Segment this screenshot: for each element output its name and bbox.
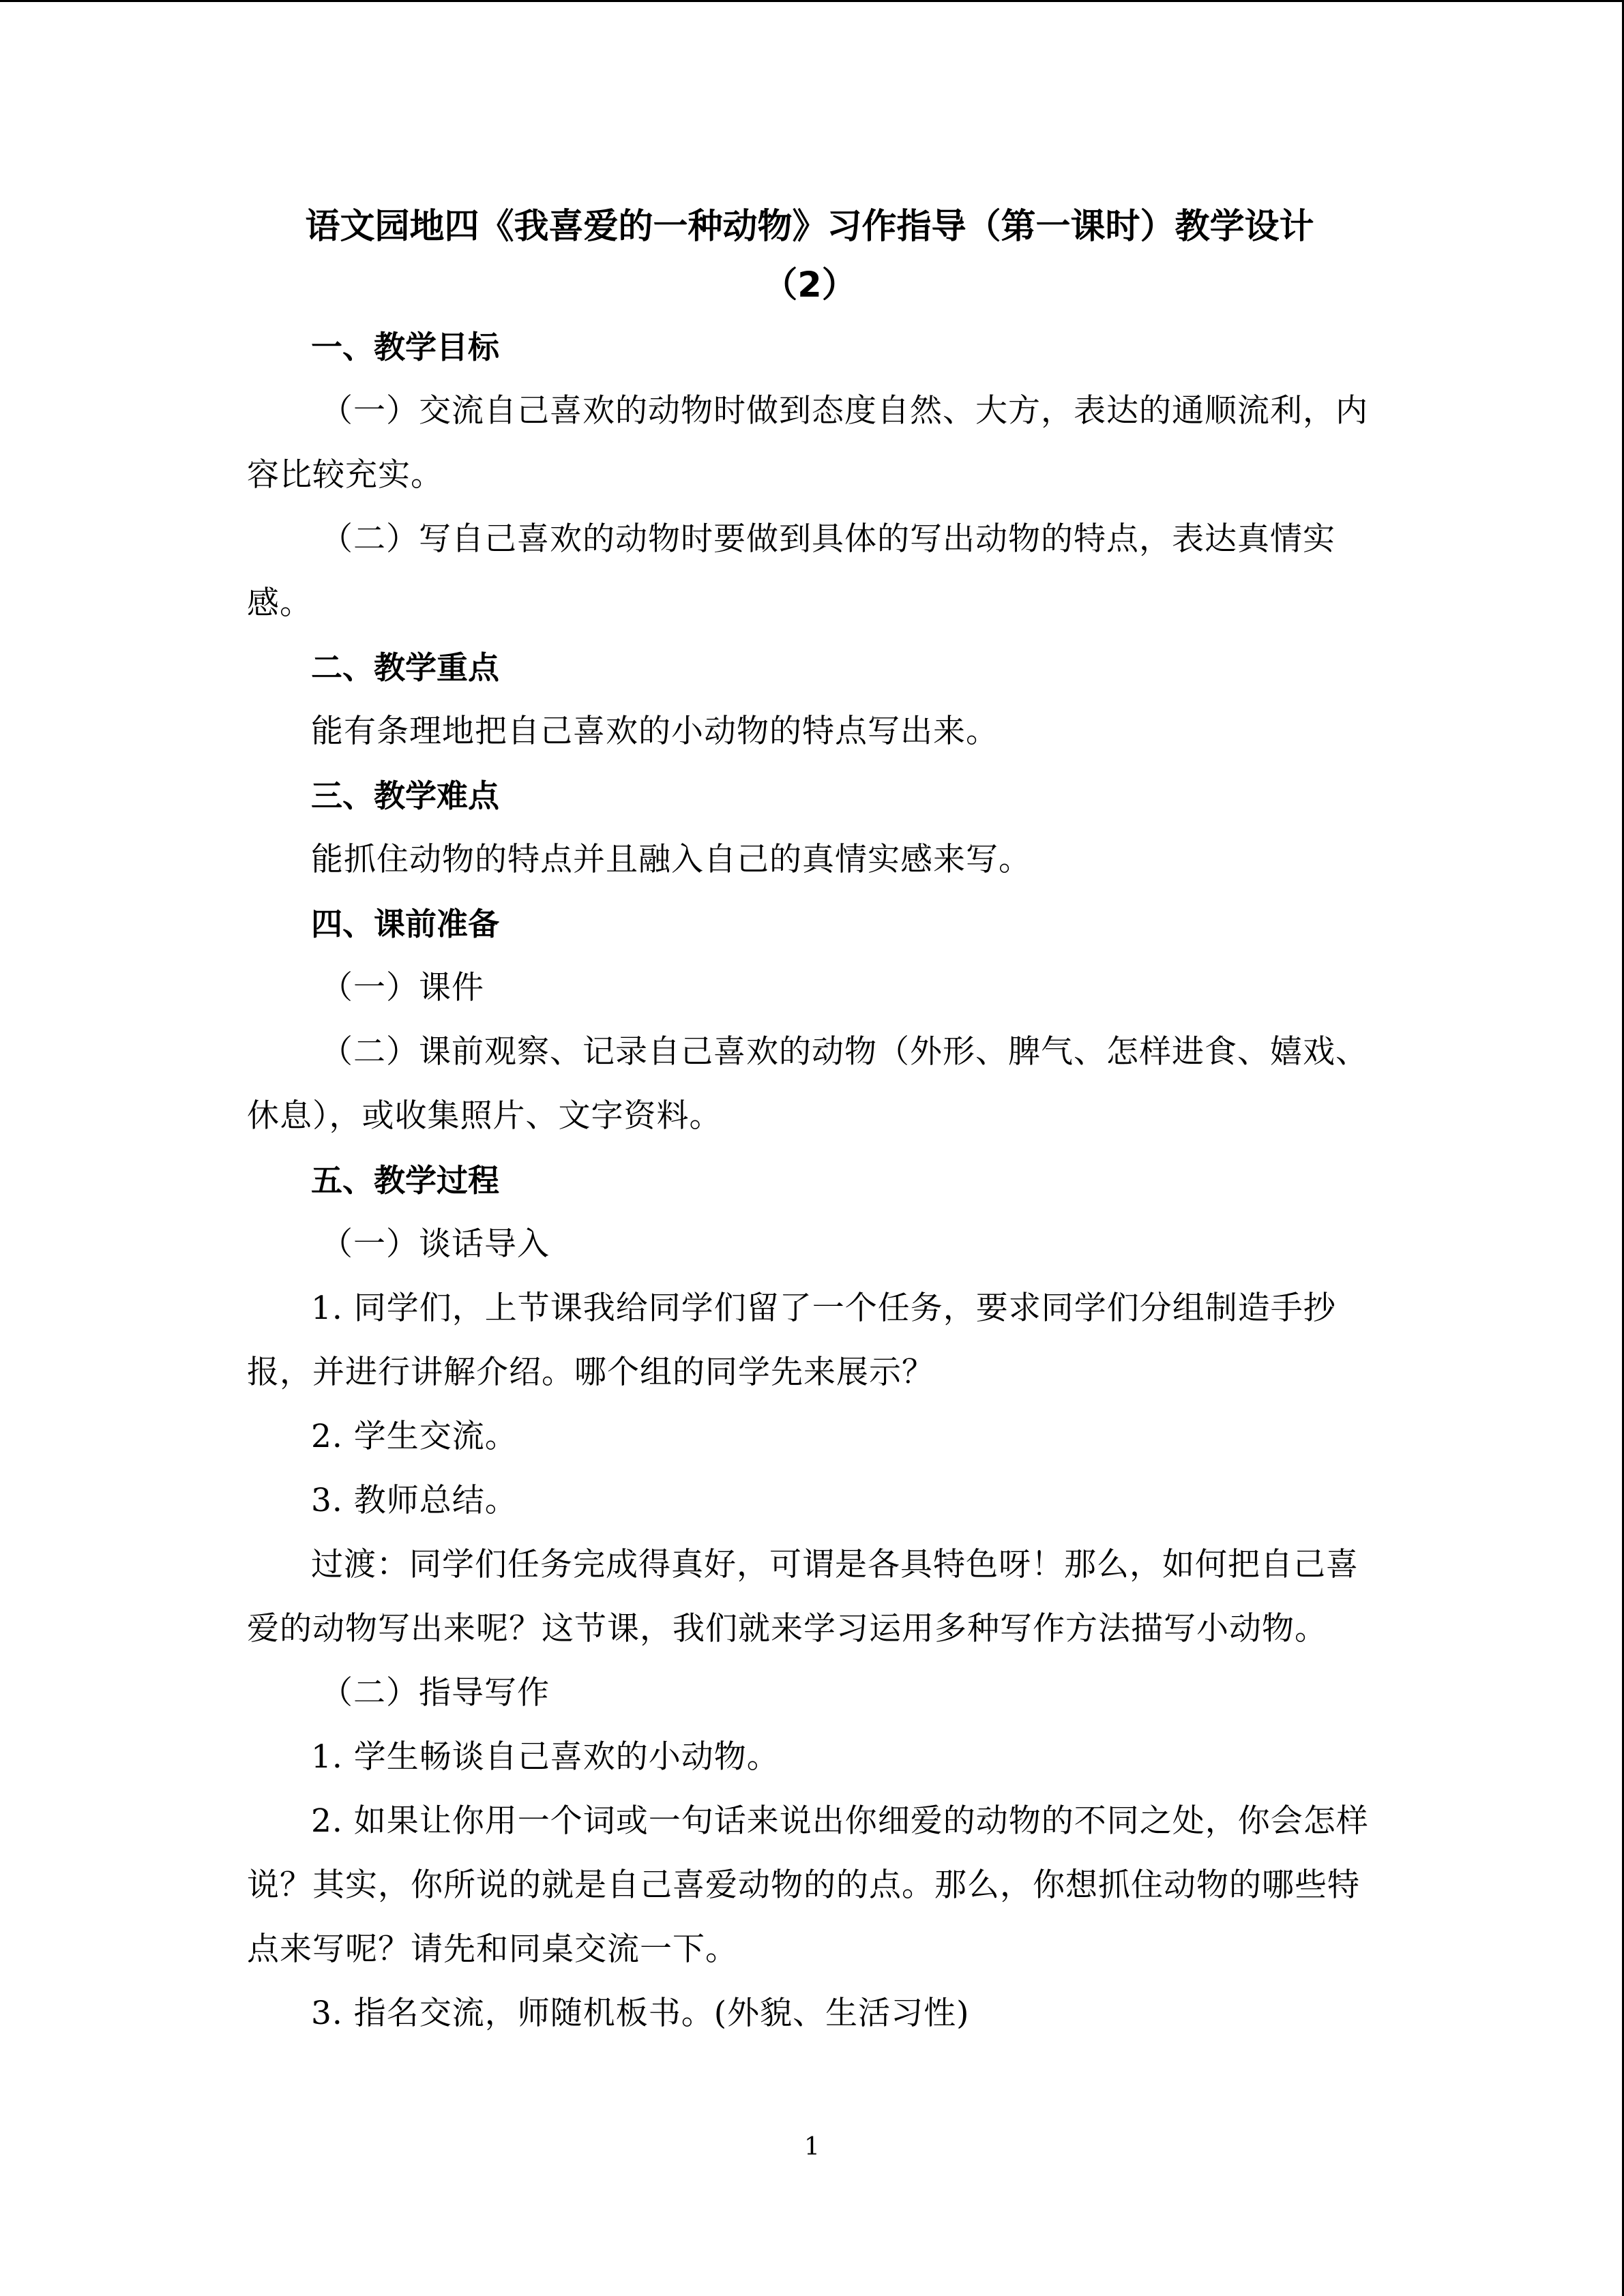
section-heading-key-points: 二、教学重点 — [311, 649, 499, 686]
section-heading-process: 五、教学过程 — [311, 1162, 499, 1199]
process-part-1-label: （一）谈话导入 — [321, 1225, 550, 1263]
objective-item-2: （二）写自己喜欢的动物时要做到具体的写出动物的特点，表达真情实感。 — [247, 520, 1335, 622]
process-part-2-label: （二）指导写作 — [321, 1674, 550, 1712]
title-line-2: （2） — [763, 265, 857, 305]
preparation-item-2: （二）课前观察、记录自己喜欢的动物（外形、脾气、怎样进食、嬉戏、休息），或收集照片、文字资料。 — [247, 1033, 1368, 1135]
document-body — [247, 198, 1372, 2046]
process-part-2-step-1: 1. 学生畅谈自己喜欢的小动物。 — [311, 1738, 780, 1776]
section-heading-preparation: 四、课前准备 — [311, 906, 499, 942]
process-part-2-step-3: 3. 指名交流，师随机板书。(外貌、生活习性) — [311, 1995, 970, 2032]
process-part-1-step-1: 1. 同学们，上节课我给同学们留了一个任务，要求同学们分组制造手抄报，并进行讲解介绍。哪个组的同学先来展示？ — [247, 1289, 1336, 1391]
process-part-1-step-3: 3. 教师总结。 — [311, 1482, 518, 1519]
title-line-1: 语文园地四《我喜爱的一种动物》习作指导（第一课时）教学设计 — [305, 207, 1314, 247]
key-points-text: 能有条理地把自己喜欢的小动物的特点写出来。 — [311, 713, 999, 750]
process-part-1-step-2: 2. 学生交流。 — [311, 1418, 518, 1455]
section-heading-objectives: 一、教学目标 — [311, 329, 499, 366]
process-part-2-step-2: 2. 如果让你用一个词或一句话来说出你细爱的动物的不同之处，你会怎样说？其实，你所说的就是自己喜爱动物的的点。那么，你想抓住动物的哪些特点来写呢？请先和同桌交流一下。 — [247, 1802, 1369, 1968]
preparation-item-1: （一）课件 — [321, 969, 484, 1007]
document-title — [247, 198, 1372, 315]
difficulties-text: 能抓住动物的特点并且融入自己的真情实感来写。 — [311, 841, 1031, 878]
page-number: 1 — [804, 2133, 820, 2161]
process-part-1-transition: 过渡：同学们任务完成得真好，可谓是各具特色呀！那么，如何把自己喜爱的动物写出来呢？这节课，我们就来学习运用多种写作方法描写小动物。 — [247, 1546, 1359, 1648]
objective-item-1: （一）交流自己喜欢的动物时做到态度自然、大方，表达的通顺流利，内容比较充实。 — [247, 392, 1368, 494]
section-heading-difficulties: 三、教学难点 — [311, 777, 499, 814]
